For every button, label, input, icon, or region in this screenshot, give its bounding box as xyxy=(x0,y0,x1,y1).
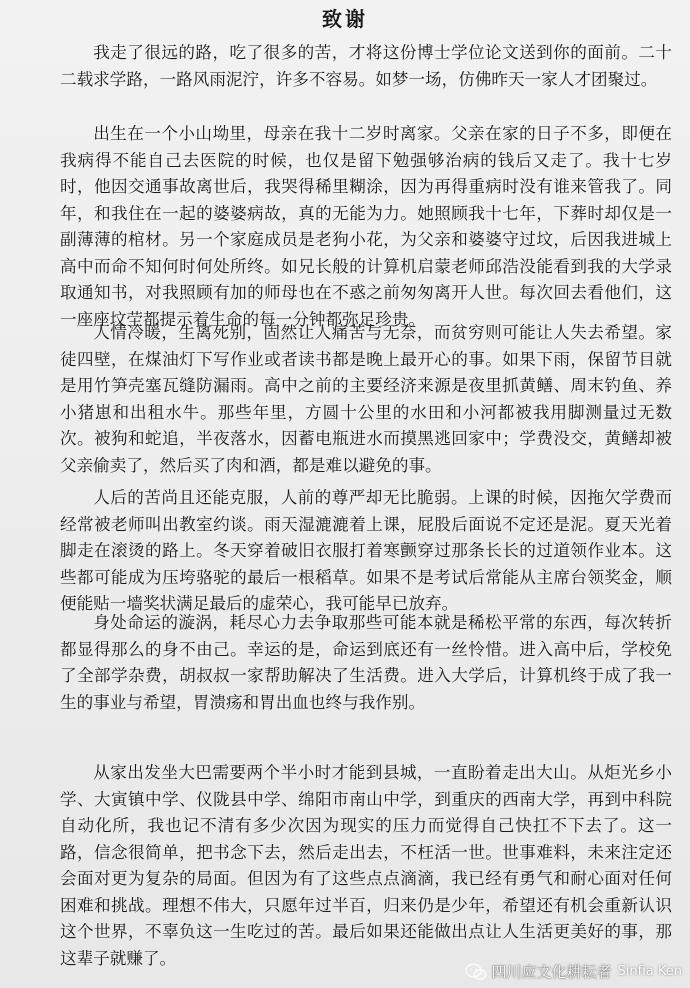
document-title: 致谢 xyxy=(322,7,368,31)
paragraph-childhood: 出生在一个小山坳里，母亲在我十二岁时离家。父亲在家的日子不多，即便在我病得不能自己去医院的时候，也仅是留下勉强够治病的钱后又走了。我十七岁时，他因交通事故离世后，我哭得稀里糊涂，因为再得重病时没有谁来管我了。同年，和我住在一起的婆婆病故，真的无能为力。她照顾我十七年，下葬时却仅是一副薄薄的棺材。另一个家庭成员是老狗小花，为父亲和婆婆守过坟，后因我进城上高中而命不知何时何处所终。如兄长般的计算机启蒙老师邱浩没能看到我的大学录取通知书，对我照顾有加的师母也在不惑之前匆匆离开人世。每次回去看他们，这一座座坟茔都提示着生命的每一分钟都弥足珍贵。 xyxy=(60,124,672,329)
wechat-icon xyxy=(465,963,487,981)
paragraph-journey: 从家出发坐大巴需要两个半小时才能到县城，一直盼着走出大山。从炬光乡小学、大寅镇中学、仪陇县中学、绵阳市南山中学，到重庆的西南大学，再到中科院自动化所，我也记不清有多少次因为现实的压力而觉得自己快扛不下去了。这一路，信念很简单，把书念下去，然后走出去，不枉活一世。世事难料，未来注定还会面对更为复杂的局面。但因为有了这些点点滴滴，我已经有勇气和耐心面对任何困难和挑战。理想不伟大，只愿年过半百，归来仍是少年，希望还有机会重新认识这个世界，不辜负这一生吃过的苦。最后如果还能做出点让人生活更美好的事，那这辈子就赚了。 xyxy=(60,763,672,968)
paragraph-fate: 身处命运的漩涡，耗尽心力去争取那些可能本就是稀松平常的东西，每次转折都显得那么的身不由己。幸运的是，命运到底还有一丝怜惜。进入高中后，学校免了全部学杂费，胡叔叔一家帮助解决了生活费。进入大学后，计算机终于成了我一生的事业与希望，胃溃疡和胃出血也终与我作别。 xyxy=(60,613,672,712)
paragraph-intro: 我走了很远的路，吃了很多的苦，才将这份博士学位论文送到你的面前。二十二载求学路，一路风雨泥泞，许多不容易。如梦一场，仿佛昨天一家人才团聚过。 xyxy=(60,43,672,89)
paragraph-dignity: 人后的苦尚且还能克服，人前的尊严却无比脆弱。上课的时候，因拖欠学费而经常被老师叫出教室约谈。雨天湿漉漉着上课，屁股后面说不定还是泥。夏天光着脚走在滚烫的路上。冬天穿着破旧衣服打着寒颤穿过那条长长的过道领作业本。这些都可能成为压垮骆驼的最后一根稻草。如果不是考试后常能从主席台领奖金，顺便能贴一墙奖状满足最后的虚荣心，我可能早已放弃。 xyxy=(60,488,672,613)
paragraph-poverty: 人情冷暖，生离死别，固然让人痛苦与无奈，而贫穷则可能让人失去希望。家徒四壁，在煤油灯下写作业或者读书都是晚上最开心的事。如果下雨，保留节目就是用竹笋壳塞瓦缝防漏雨。高中之前的主要经济来源是夜里抓黄鳝、周末钓鱼、养小猪崽和出租水牛。那些年里，方圆十公里的水田和小河都被我用脚测量过无数次。被狗和蛇追，半夜落水，因蓄电瓶进水而摸黑逃回家中；学费没交，黄鳝却被父亲偷卖了，然后买了肉和酒，都是难以避免的事。 xyxy=(60,323,672,475)
watermark-text: 四川应文化耕耘者 xyxy=(491,963,612,981)
wechat-watermark xyxy=(465,961,682,982)
watermark-id: Sinfia Ken xyxy=(617,964,682,979)
